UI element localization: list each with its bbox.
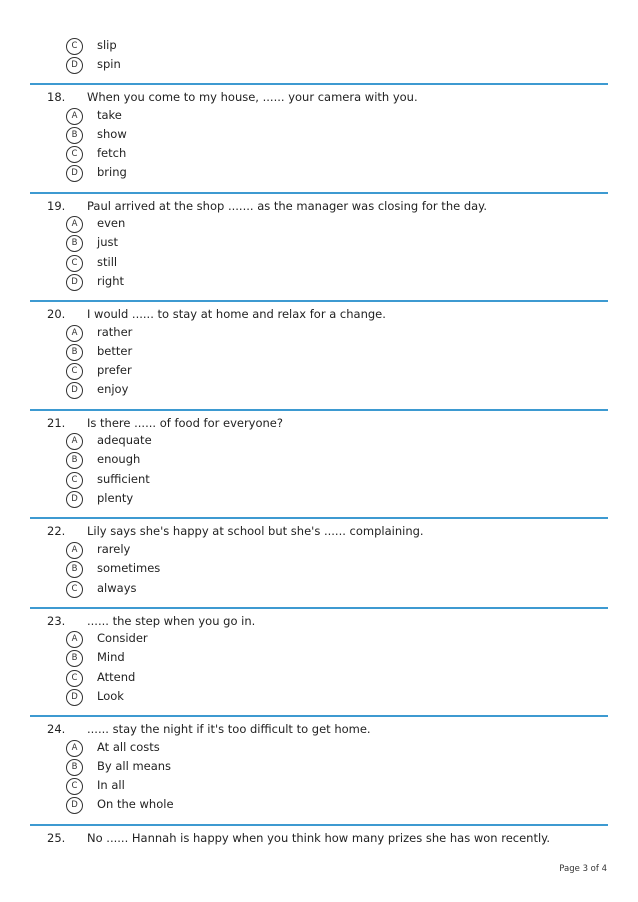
question-23 <box>0 614 638 632</box>
option-letter[interactable]: D <box>66 689 83 706</box>
option-text: just <box>97 235 118 249</box>
option-row[interactable] <box>66 739 160 758</box>
question-separator <box>30 715 608 717</box>
option-text: On the whole <box>97 797 174 811</box>
question-number: 24. <box>47 722 66 736</box>
question-number: 25. <box>47 831 66 845</box>
option-row[interactable] <box>66 432 152 451</box>
question-25 <box>0 831 638 849</box>
option-row[interactable] <box>66 37 117 56</box>
option-text: bring <box>97 165 127 179</box>
option-row[interactable] <box>66 381 129 400</box>
option-row[interactable] <box>66 630 148 649</box>
option-row[interactable] <box>66 56 121 75</box>
option-letter[interactable]: C <box>66 146 83 163</box>
option-text: show <box>97 127 127 141</box>
question-text: Is there ...... of food for everyone? <box>87 416 283 430</box>
question-separator <box>30 607 608 609</box>
option-letter[interactable]: A <box>66 740 83 757</box>
option-text: In all <box>97 778 125 792</box>
option-row[interactable] <box>66 688 124 707</box>
option-letter[interactable]: A <box>66 108 83 125</box>
question-number: 20. <box>47 307 66 321</box>
option-letter[interactable]: B <box>66 759 83 776</box>
option-row[interactable] <box>66 343 133 362</box>
option-text: adequate <box>97 433 152 447</box>
question-text: Paul arrived at the shop ....... as the manager was closing for the day. <box>87 199 488 213</box>
option-row[interactable] <box>66 560 161 579</box>
question-text: ...... the step when you go in. <box>87 614 256 628</box>
option-letter[interactable]: D <box>66 382 83 399</box>
option-text: take <box>97 108 122 122</box>
option-row[interactable] <box>66 796 174 815</box>
option-row[interactable] <box>66 490 134 509</box>
option-letter[interactable]: A <box>66 631 83 648</box>
option-text: right <box>97 274 125 288</box>
option-text: enough <box>97 452 141 466</box>
option-text: sufficient <box>97 472 150 486</box>
question-number: 19. <box>47 199 66 213</box>
option-letter[interactable]: C <box>66 255 83 272</box>
option-text: always <box>97 581 137 595</box>
option-row[interactable] <box>66 254 118 273</box>
option-row[interactable] <box>66 324 133 343</box>
option-letter[interactable]: A <box>66 325 83 342</box>
question-text: When you come to my house, ...... your camera with you. <box>87 90 418 104</box>
option-row[interactable] <box>66 107 122 126</box>
option-letter[interactable]: C <box>66 670 83 687</box>
option-text: even <box>97 216 126 230</box>
option-text: rarely <box>97 542 131 556</box>
option-row[interactable] <box>66 777 125 796</box>
option-text: At all costs <box>97 740 160 754</box>
option-text: Consider <box>97 631 148 645</box>
option-text: Attend <box>97 670 136 684</box>
option-letter[interactable]: C <box>66 778 83 795</box>
question-text: I would ...... to stay at home and relax for a change. <box>87 307 386 321</box>
option-row[interactable] <box>66 541 131 560</box>
question-text: Lily says she's happy at school but she's ...... complaining. <box>87 524 424 538</box>
option-letter[interactable]: D <box>66 797 83 814</box>
option-letter[interactable]: A <box>66 542 83 559</box>
option-text: By all means <box>97 759 172 773</box>
question-20 <box>0 307 638 325</box>
question-number: 18. <box>47 90 66 104</box>
question-text: No ...... Hannah is happy when you think how many prizes she has won recently. <box>87 831 550 845</box>
question-number: 21. <box>47 416 66 430</box>
question-separator <box>30 517 608 519</box>
option-letter[interactable]: A <box>66 216 83 233</box>
option-row[interactable] <box>66 580 137 599</box>
question-21 <box>0 416 638 434</box>
question-separator <box>30 409 608 411</box>
option-text: slip <box>97 38 117 52</box>
option-row[interactable] <box>66 362 132 381</box>
option-letter[interactable]: D <box>66 57 83 74</box>
option-letter[interactable]: D <box>66 165 83 182</box>
option-letter[interactable]: B <box>66 127 83 144</box>
option-row[interactable] <box>66 758 172 777</box>
question-number: 23. <box>47 614 66 628</box>
question-text: ...... stay the night if it's too difficult to get home. <box>87 722 371 736</box>
option-letter[interactable]: D <box>66 491 83 508</box>
option-row[interactable] <box>66 649 125 668</box>
question-separator <box>30 83 608 85</box>
question-22 <box>0 524 638 542</box>
option-text: spin <box>97 57 121 71</box>
option-text: plenty <box>97 491 134 505</box>
option-row[interactable] <box>66 471 150 490</box>
question-separator <box>30 192 608 194</box>
option-text: enjoy <box>97 382 129 396</box>
option-text: fetch <box>97 146 127 160</box>
question-separator <box>30 300 608 302</box>
option-text: still <box>97 255 118 269</box>
option-text: Look <box>97 689 124 703</box>
question-24 <box>0 722 638 740</box>
option-letter[interactable]: B <box>66 650 83 667</box>
option-text: better <box>97 344 133 358</box>
option-letter[interactable]: B <box>66 344 83 361</box>
option-row[interactable] <box>66 234 118 253</box>
option-letter[interactable]: A <box>66 433 83 450</box>
option-letter[interactable]: B <box>66 561 83 578</box>
option-letter[interactable]: D <box>66 274 83 291</box>
option-text: prefer <box>97 363 132 377</box>
option-letter[interactable]: C <box>66 581 83 598</box>
option-text: sometimes <box>97 561 161 575</box>
option-letter[interactable]: C <box>66 472 83 489</box>
question-19 <box>0 199 638 217</box>
option-row[interactable] <box>66 273 125 292</box>
page-number: Page 3 of 4 <box>559 864 607 874</box>
option-letter[interactable]: C <box>66 38 83 55</box>
option-letter[interactable]: B <box>66 235 83 252</box>
option-row[interactable] <box>66 451 141 470</box>
question-number: 22. <box>47 524 66 538</box>
question-separator <box>30 824 608 826</box>
option-row[interactable] <box>66 164 127 183</box>
option-letter[interactable]: C <box>66 363 83 380</box>
option-letter[interactable]: B <box>66 452 83 469</box>
option-row[interactable] <box>66 126 127 145</box>
option-row[interactable] <box>66 215 126 234</box>
option-row[interactable] <box>66 669 136 688</box>
option-text: rather <box>97 325 133 339</box>
option-row[interactable] <box>66 145 127 164</box>
option-text: Mind <box>97 650 125 664</box>
question-18 <box>0 90 638 108</box>
